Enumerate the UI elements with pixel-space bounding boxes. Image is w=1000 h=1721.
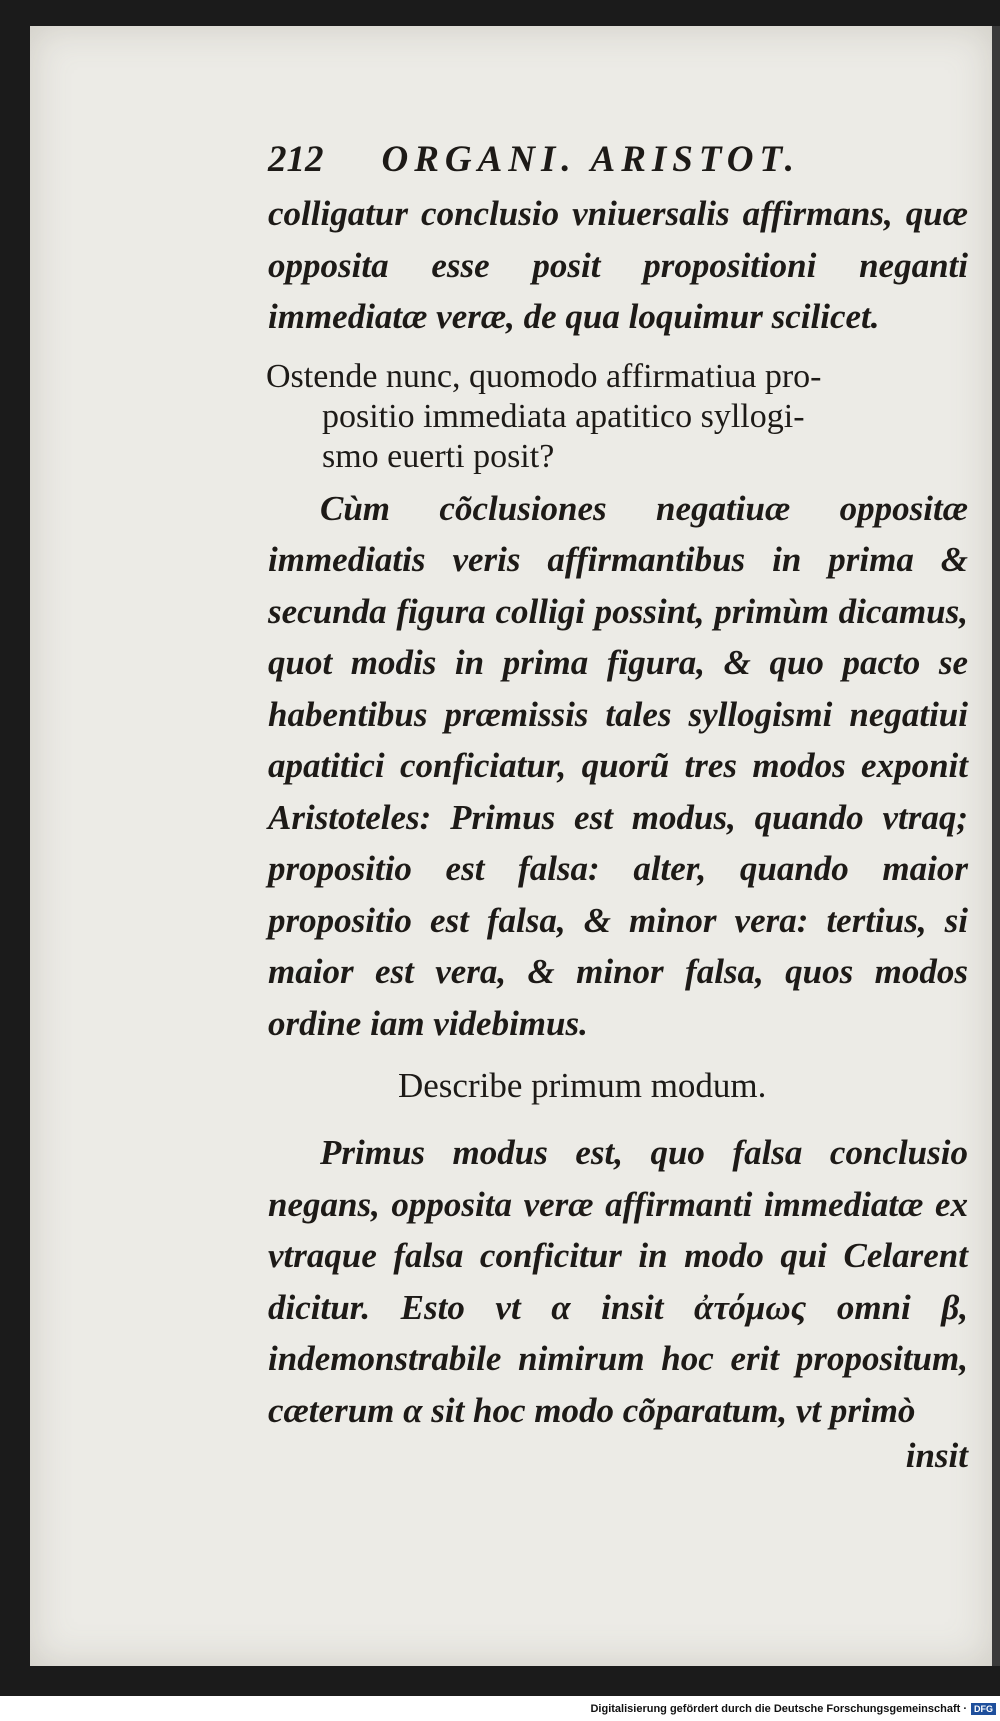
question-heading-1: [266, 357, 968, 477]
question-heading-2: Describe primum modum.: [398, 1066, 767, 1105]
page-text: [268, 138, 968, 1476]
answer-paragraph-2: Primus modus est, quo falsa conclusio negans, opposita veræ affirmanti immediatæ ex vtraque falsa conficitur in modo qui Celarent dicitur. Esto vt α insit ἀτόμως omni β, indemonstrabile nimirum hoc erit propositum, cæterum α sit hoc modo cõparatum, vt primò: [268, 1133, 968, 1430]
question-line: positio immediata apatitico syllogi-: [322, 397, 805, 435]
folio-number: 212: [268, 139, 324, 180]
catchword: insit: [905, 1436, 968, 1475]
footer-text: Digitalisierung gefördert durch die Deutsche Forschungsgemeinschaft ·: [590, 1702, 967, 1715]
answer-paragraph-1: Cùm cõclusiones negatiuæ oppositæ immediatis veris affirmantibus in prima & secunda figura colligi possint, primùm dicamus, quot modis in prima figura, & quo pacto se habentibus præmissis tales syllogismi negatiui apatitici conficiatur, quorũ tres modos exponit Aristoteles: Primus est modus, quando vtraq; propositio est falsa: alter, quando maior propositio est falsa, & minor vera: tertius, si maior est vera, & minor falsa, quos modos ordine iam videbimus.: [268, 488, 968, 1043]
page-header: [268, 138, 968, 182]
question-line: Ostende nunc, quomodo affirmatiua pro-: [266, 357, 822, 395]
page-edge: [992, 26, 1000, 1666]
dfg-logo: DFG: [971, 1703, 996, 1715]
paragraph-continuation: colligatur conclusio vniuersalis affirmans, quæ opposita esse posit propositioni neganti immediatæ veræ, de qua loquimur scilicet.: [268, 194, 968, 336]
digitization-footer: [0, 1696, 1000, 1721]
question-line: smo euerti posit?: [322, 437, 555, 475]
running-title: ORGANI. ARISTOT.: [381, 139, 800, 180]
